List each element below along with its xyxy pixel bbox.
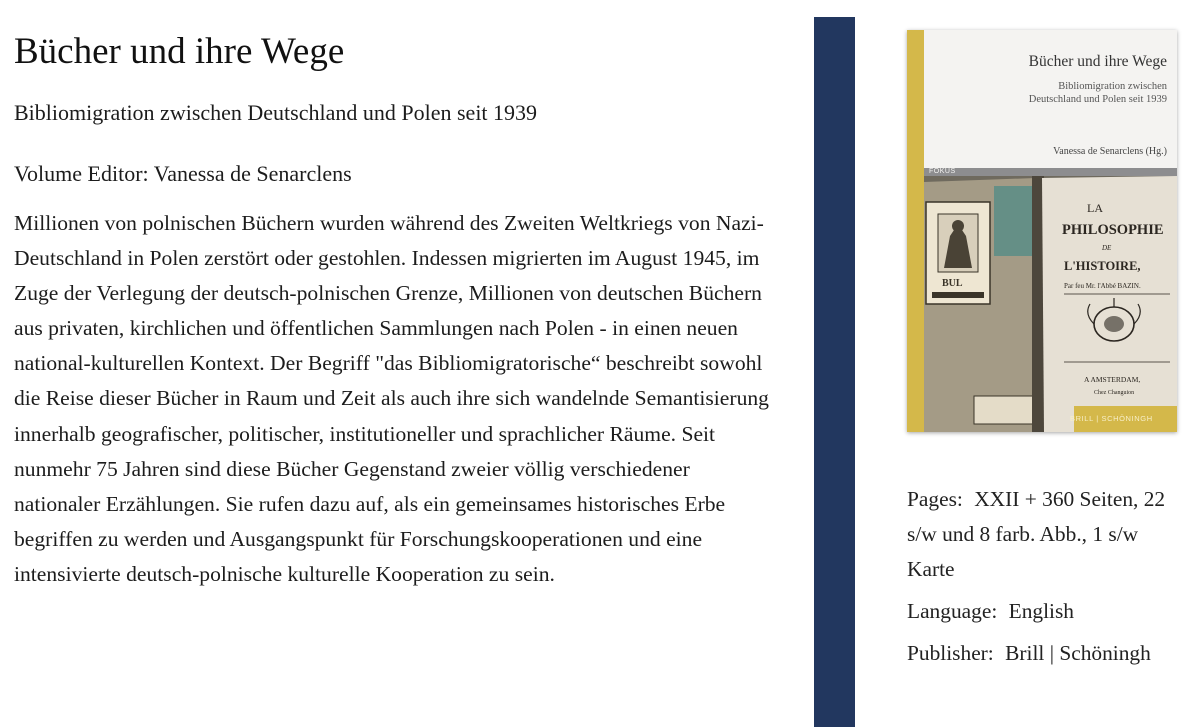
cover-title: Bücher und ihre Wege <box>1028 53 1167 70</box>
cover-photo <box>924 176 1177 432</box>
book-title: Bücher und ihre Wege <box>14 31 345 72</box>
cover-photo-philosophie: PHILOSOPHIE <box>1062 222 1164 238</box>
meta-pages-value: XXII + 360 Seiten, 22 s/w und 8 farb. Abb., 1 s/w Karte <box>907 487 1166 581</box>
cover-photo-la: LA <box>1087 201 1103 215</box>
book-metadata <box>907 482 1177 678</box>
cover-photo-changuion: Chez Changuion <box>1094 390 1135 396</box>
book-description: Millionen von polnischen Büchern wurden während des Zweiten Weltkriegs von Nazi-Deutschland in Polen zerstört oder gestohlen. Indessen migrierten im August 1945, im Zuge der Verlegung der deutsch-polnischen Grenze, Millionen von deutschen Büchern aus privaten, kirchlichen und öffentlichen Sammlungen nach Polen - in einen neuen national-kulturellen Kontext. Der Begriff "das Bibliomigratorische“ beschreibt sowohl die Reise dieser Bücher in Raum und Zeit als auch ihre sich wandelnde Semantisierung innerhalb geografischer, politischer, institutioneller und sprachlicher Räume. Seit nunmehr 75 Jahren sind diese Bücher Gegenstand zweier völlig verschiedener nationaler Erzählungen. Sie rufen dazu auf, als ein gemeinsames historisches Erbe begriffen zu werden und Ausgangspunkt für Forschungskooperationen und eine intensivierte deutsch-polnische kulturelle Kooperation zu sein. <box>14 211 769 586</box>
accent-bar <box>814 17 855 727</box>
cover-photo-amsterdam: A AMSTERDAM, <box>1084 375 1141 384</box>
meta-pages <box>907 482 1177 587</box>
cover-subtitle-line2: Deutschland und Polen seit 1939 <box>1028 94 1167 105</box>
book-subtitle: Bibliomigration zwischen Deutschland und Polen seit 1939 <box>14 100 538 125</box>
book-main-column <box>14 26 774 592</box>
volume-editor-name: Vanessa de Senarclens <box>153 161 352 186</box>
cover-subtitle <box>1029 80 1167 106</box>
meta-pages-label: Pages: <box>907 487 963 511</box>
meta-language-value: English <box>1008 599 1075 623</box>
cover-publisher: BRILL | SCHÖNINGH <box>1070 414 1153 423</box>
meta-publisher-value: Brill | Schöningh <box>1005 641 1151 665</box>
volume-editor <box>14 159 774 189</box>
cover-rule <box>924 168 1177 176</box>
cover-series-label: FOKUS <box>929 168 956 175</box>
meta-language-label: Language: <box>907 599 998 623</box>
cover-photo-histoire: L'HISTOIRE, <box>1064 259 1141 273</box>
meta-language <box>907 594 1177 629</box>
cover-photo-de: DE <box>1102 244 1112 252</box>
cover-photo-author: Par feu Mr. l'Abbé BAZIN. <box>1064 282 1141 290</box>
cover-editor: Vanessa de Senarclens (Hg.) <box>1053 146 1167 157</box>
cover-subtitle-line1: Bibliomigration zwischen <box>1058 81 1167 92</box>
meta-publisher-label: Publisher: <box>907 641 994 665</box>
cover-header <box>924 30 1177 168</box>
meta-publisher <box>907 636 1177 671</box>
cover-photo-bul: BUL <box>942 278 963 289</box>
volume-editor-label: Volume Editor: <box>14 161 149 186</box>
cover-color-strip <box>907 30 924 432</box>
book-cover-image <box>907 30 1177 432</box>
